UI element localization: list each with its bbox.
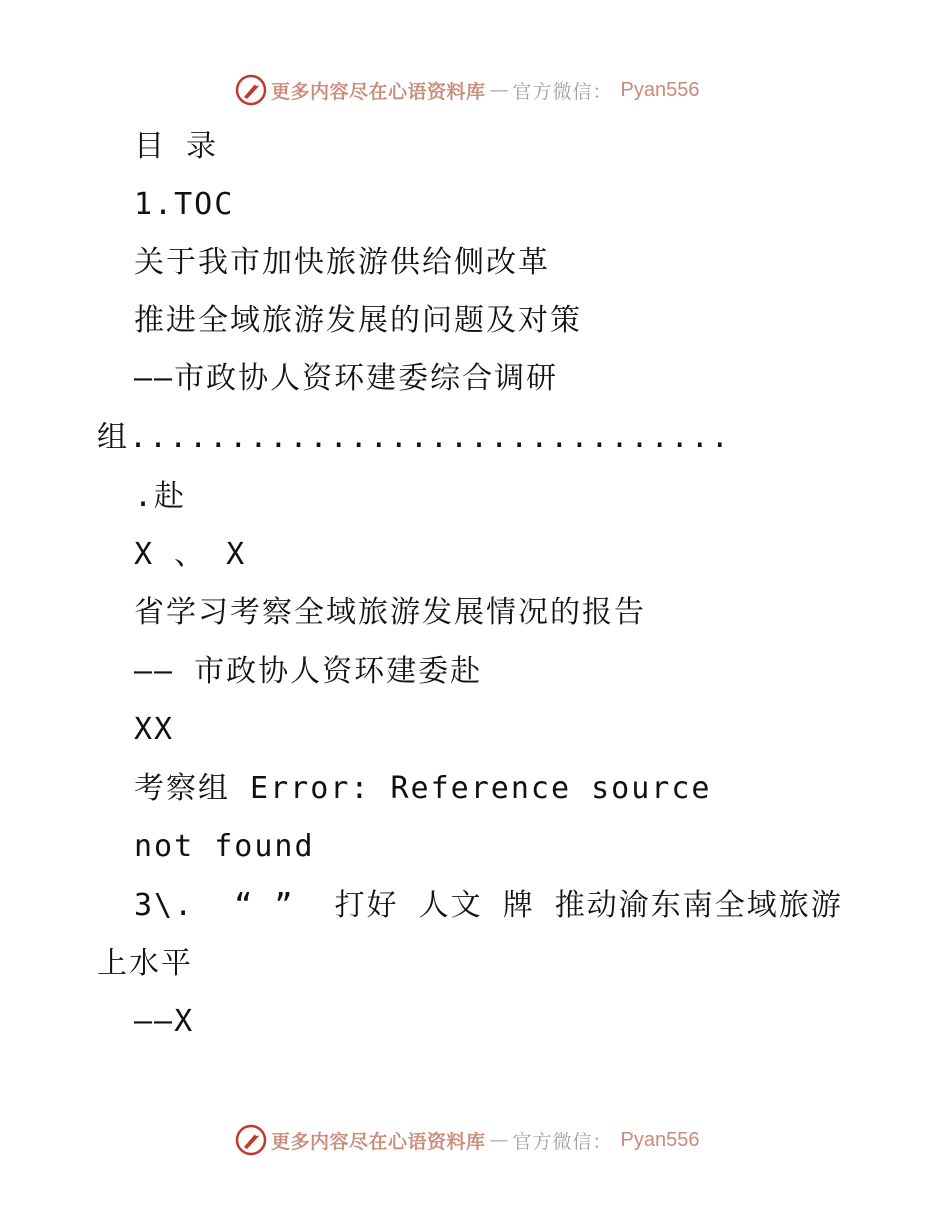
toc-entry-3-title-line-1: 3\. “ ” 打好 人文 牌 推动渝东南全域旅游 (134, 888, 843, 923)
toc-entry-1-title-line-2: 推进全域旅游发展的问题及对策 (134, 303, 582, 338)
toc-field-code: 1.TOC (134, 187, 235, 222)
pen-logo-icon (235, 74, 267, 106)
watermark-site-text: 更多内容尽在心语资料库 (271, 80, 486, 103)
toc-heading: 目 录 (134, 129, 219, 164)
watermark-label: 官方微信： (512, 80, 613, 103)
toc-entry-1-author-line: ——市政协人资环建委综合调研 (134, 361, 559, 396)
toc-entry-1-title-line-1: 关于我市加快旅游供给侧改革 (134, 245, 550, 280)
toc-entry-2-error-line-1: 考察组 Error: Reference source (134, 771, 712, 806)
watermark-account: Pyan556 (620, 78, 700, 101)
toc-entry-2-author-line: —— 市政协人资环建委赴 (134, 654, 483, 689)
toc-entry-3-author-line: ——X (134, 1004, 195, 1039)
watermark-separator: — (489, 79, 509, 101)
header-watermark (235, 73, 700, 107)
watermark-separator: — (489, 1129, 509, 1151)
toc-entry-1-page-ref: .赴 (134, 479, 187, 514)
toc-entry-2-line-1: X 、 X (134, 537, 247, 572)
toc-entry-2-error-line-2: not found (134, 829, 315, 864)
watermark-site-text: 更多内容尽在心语资料库 (271, 1130, 486, 1153)
toc-entry-1-leader: 组.............................. (97, 420, 731, 455)
toc-entry-3-title-line-2: 上水平 (97, 946, 193, 981)
footer-watermark (235, 1123, 700, 1157)
toc-entry-2-title: 省学习考察全域旅游发展情况的报告 (134, 595, 646, 630)
watermark-account: Pyan556 (620, 1128, 700, 1151)
pen-logo-icon (235, 1124, 267, 1156)
toc-entry-2-xx: XX (134, 712, 175, 747)
watermark-label: 官方微信： (512, 1130, 613, 1153)
